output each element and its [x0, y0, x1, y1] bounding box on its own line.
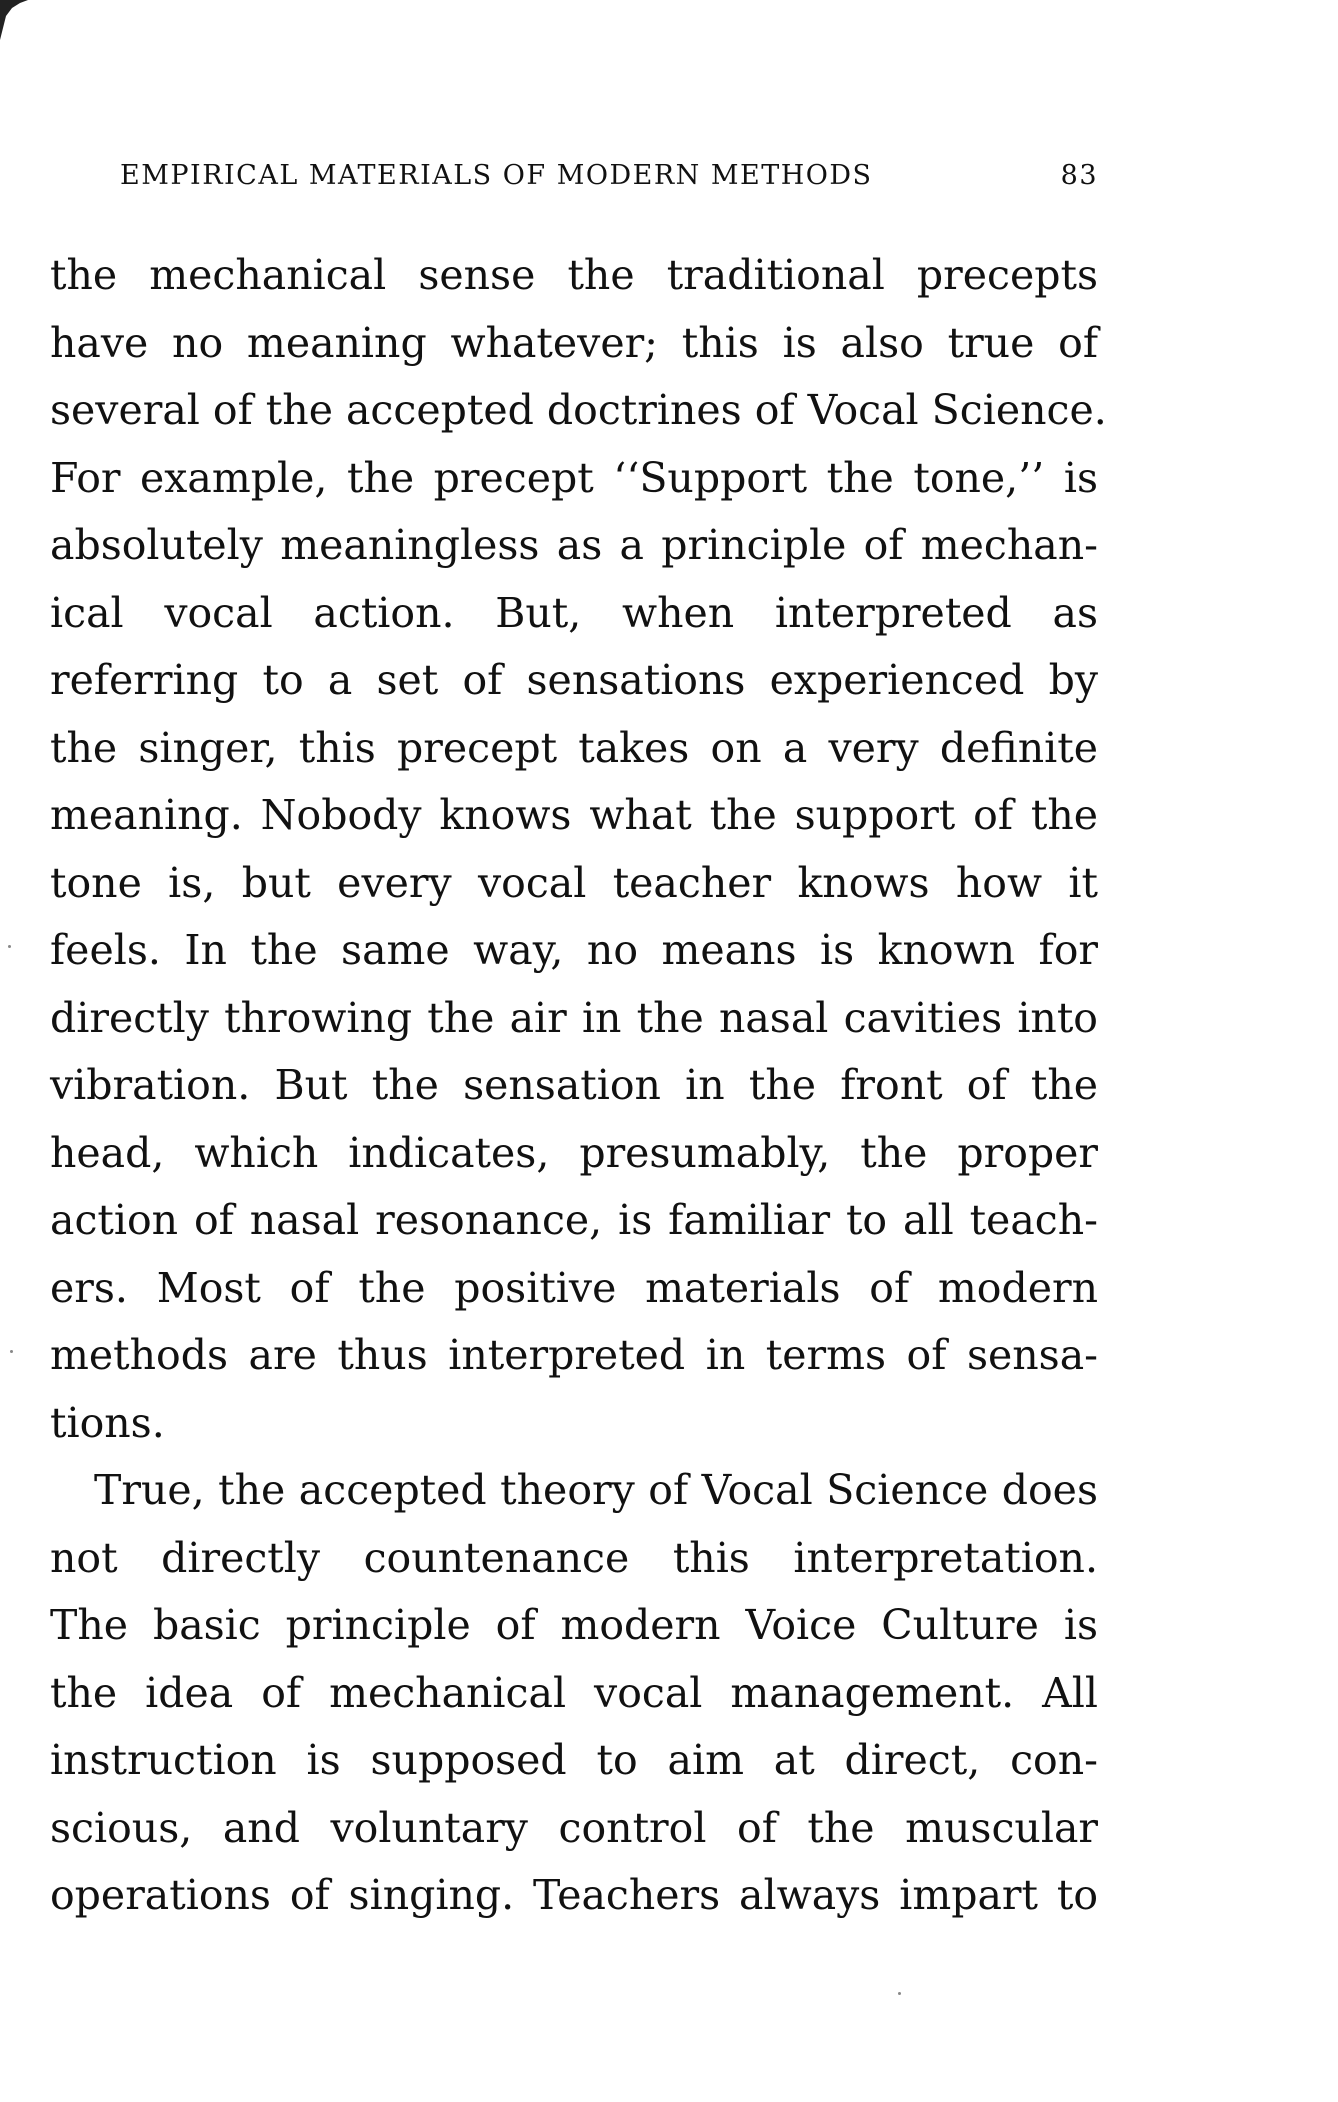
- text-line: meaning. Nobody knows what the support of the: [50, 791, 1098, 839]
- text-line: directly throwing the air in the nasal cavities into: [50, 993, 1098, 1042]
- text-line: instruction is supposed to aim at direct, con-: [50, 1736, 1098, 1784]
- text-line: tone is, but every vocal teacher knows how it: [50, 858, 1098, 907]
- paragraph-1: [50, 242, 1107, 1457]
- scan-speck: [10, 1350, 13, 1353]
- text-line: True, the accepted theory of Vocal Science does: [94, 1466, 1098, 1514]
- running-head-title: EMPIRICAL MATERIALS OF MODERN METHODS: [120, 160, 873, 191]
- text-line: scious, and voluntary control of the muscular: [50, 1803, 1098, 1852]
- text-line: action of nasal resonance, is familiar to all teach-: [50, 1196, 1098, 1244]
- text-line: referring to a set of sensations experienced by: [50, 656, 1098, 704]
- text-line: For example, the precept ‘‘Support the tone,’’ is: [50, 453, 1098, 502]
- text-line: absolutely meaningless as a principle of mechan-: [50, 521, 1098, 569]
- text-line: the singer, this precept takes on a very definite: [50, 723, 1098, 772]
- scan-corner-mark: [0, 0, 30, 40]
- page-number: 83: [1060, 160, 1098, 191]
- text-line: the mechanical sense the traditional precepts: [50, 251, 1098, 299]
- text-line: tions.: [50, 1398, 165, 1447]
- paragraph-2: [50, 1457, 1098, 1930]
- text-line: vibration. But the sensation in the front of the: [50, 1061, 1098, 1109]
- text-line: not directly countenance this interpretation.: [50, 1533, 1098, 1582]
- body-text: [50, 242, 1107, 1930]
- text-line: operations of singing. Teachers always impart to: [50, 1871, 1098, 1919]
- text-line: methods are thus interpreted in terms of sensa-: [50, 1331, 1098, 1379]
- running-head: [120, 158, 1098, 194]
- scan-speck: [8, 945, 11, 948]
- text-line: several of the accepted doctrines of Vocal Science.: [50, 386, 1107, 434]
- text-line: ical vocal action. But, when interpreted as: [50, 588, 1098, 637]
- scan-speck: [898, 1992, 901, 1995]
- text-line: head, which indicates, presumably, the proper: [50, 1128, 1098, 1177]
- text-line: The basic principle of modern Voice Culture is: [50, 1601, 1098, 1649]
- text-line: ers. Most of the positive materials of modern: [50, 1263, 1098, 1312]
- text-line: have no meaning whatever; this is also true of: [50, 318, 1098, 367]
- text-line: feels. In the same way, no means is known for: [50, 926, 1098, 974]
- text-line: the idea of mechanical vocal management. All: [50, 1668, 1098, 1717]
